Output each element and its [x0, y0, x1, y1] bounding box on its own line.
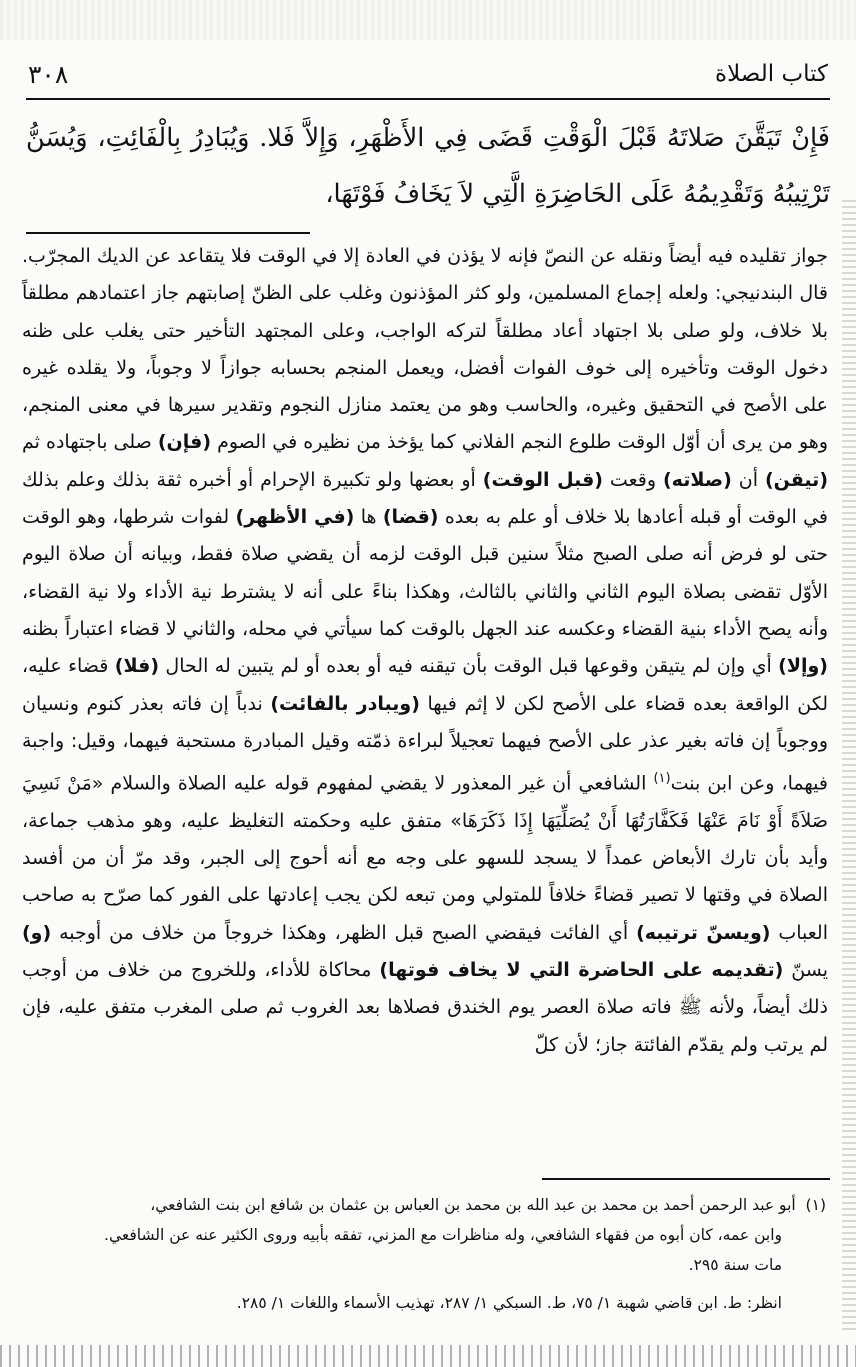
sharh-text: أي وإن لم يتيقن وقوعها قبل الوقت بأن تيقنه فيه أو بعده أو لم يتبين له الحال [159, 655, 779, 678]
footnote-block [40, 1190, 826, 1318]
sharh-text: صلى باجتهاده ثم [22, 431, 158, 454]
matn-separator [26, 232, 310, 234]
footnote-line: مات سنة ٢٩٥. [688, 1256, 782, 1274]
highlighted-matn: (صلاته) [662, 468, 732, 491]
scan-noise-top [0, 0, 856, 40]
matn-text: فَإِنْ تَيَقَّنَ صَلاتَهُ قَبْلَ الْوَقْتِ قَضَى فِي الأَظْهَرِ، وَإِلاَّ فَلا. وَيُبَادِرُ بِالْفَائِتِ، وَيُسَنُّ تَرْتِيبُهُ وَتَقْدِيمُهُ عَلَى الحَاضِرَةِ الَّتِي لاَ يَخَافُ فَوْتَهَا، [26, 123, 830, 209]
footnote-line: وابن عمه، كان أبوه من فقهاء الشافعي، وله مناظرات مع المزني، تفقه بأبيه وروى الكثير عنه عن الشافعي. [104, 1226, 782, 1244]
footnote-reference: انظر: ط. ابن قاضي شهبة ١/ ٧٥، ط. السبكي ١/ ٢٨٧، تهذيب الأسماء واللغات ١/ ٢٨٥. [236, 1294, 782, 1312]
highlighted-matn: (وإلا) [778, 655, 828, 678]
highlighted-matn: (فإن) [157, 431, 212, 454]
page-edge-shadow [842, 200, 856, 1330]
scan-border-bottom [0, 1345, 856, 1367]
highlighted-matn: (و) [22, 921, 52, 944]
sharh-text: ندباً إن فاته بعذر كنوم ونسيان ووجوباً إن فاته بغير عذر على الأصح فيهما تعجيلاً لبراءة ذمّته وقيل المبادرة مستحبة فيهما، وقيل: واجبة فيهما، وعن ابن بنت [22, 692, 828, 795]
sharh-text: الشافعي أن غير المعذور لا يقضي لمفهوم قوله عليه الصلاة والسلام «مَنْ نَسِيَ صَلاَةً أَوْ نَامَ عَنْهَا فَكَفَّارَتُهَا أَنْ يُصَلِّيَهَا إِذَا ذَكَرَهَا» متفق عليه وحكمته التغليظ عليه، وهو مذهب جماعة، وأيد بأن تارك الأبعاض عمداً لا يسجد للسهو على وجه مع أنه أحوج إلى الجبر، وقد مرّ أن من أفسد الصلاة في وقتها لا تصير قضاءً خلافاً للمتولي ومن تبعه لكن يجب إعادتها على الفور كما صرّح به صاحب العباب [22, 772, 829, 944]
page-number: ٣٠٨ [28, 59, 69, 89]
sharh-text: وقعت [602, 468, 663, 491]
footnote-text: أبو عبد الرحمن أحمد بن محمد بن عبد الله بن محمد بن العباس بن عثمان بن شافع ابن بنت الشافعي، [150, 1196, 796, 1214]
header-rule [26, 98, 830, 100]
sharh-text: ها [354, 506, 383, 529]
sharh-text: لفوات شرطها، وهو الوقت حتى لو فرض أنه صلى الصبح مثلاً سنين قبل الوقت لزمه أن يقضي صلاة فقط، وبيانه أن صلاة اليوم الأوّل تقضى بصلاة اليوم الثاني والثاني بالثالث، وهكذا بناءً على أنه لا يشترط نية الأداء ولا نية القضاء، وأنه يصح الأداء بنية القضاء وعكسه عند الجهل بالوقت كما سيأتي في محله، والثاني لا قضاء اعتباراً بظنه [22, 506, 828, 640]
footnote-line [40, 1190, 826, 1220]
highlighted-matn: (فلا) [114, 655, 160, 678]
sharh-text: قضاء عليه، لكن الواقعة بعده قضاء على الأصح لكن لا إثم فيها [22, 655, 828, 715]
highlighted-matn: (قبل الوقت) [482, 468, 603, 491]
highlighted-matn: (تيقن) [764, 468, 828, 491]
sharh-text: جواز تقليده فيه أيضاً ونقله عن النصّ فإنه لا يؤذن في العادة إلا في الوقت فلا يتقاعد عن الديك المجرّب. قال البندنيجي: ولعله إجماع المسلمين، ولو كثر المؤذنون وغلب على الظنّ إصابتهم جاز اعتمادهم مطلقاً بلا خلاف، ولو صلى بلا اجتهاد أعاد مطلقاً لتركه الواجب، وعلى المجتهد التأخير حتى يغلب على ظنه دخول الوقت وتأخيره إلى خوف الفوات أفضل، ويعمل المنجم بحسابه جوازاً لا وجوباً، ولا يقلده غيره على الأصح في التحقيق وغيره، والحاسب وهو من يعتمد منازل النجوم وتقدير سيرها في معنى المنجم، وهو من يرى أن أوّل الوقت طلوع النجم الفلاني كما يؤخذ من نظيره في الصوم [22, 245, 828, 454]
footnote-number: (١) [805, 1196, 826, 1214]
highlighted-matn: (ويسنّ ترتيبه) [636, 921, 771, 944]
highlighted-matn: (في الأظهر) [235, 506, 355, 529]
sharh-text: محاكاة للأداء، وللخروج من خلاف من أوجب ذلك أيضاً، ولأنه ﷺ فاته صلاة العصر يوم الخندق فصلاها بعد الغروب ثم صلى المغرب متفق عليه، فإن لم يرتب ولم يقدّم الفائتة جاز؛ لأن كلّ [22, 958, 828, 1056]
sharh-text: أي الفائت فيقضي الصبح قبل الظهر، وهكذا خروجاً من خلاف من أوجبه [51, 921, 637, 944]
sharh-text: أو بعضها ولو تكبيرة الإحرام أو أخبره ثقة بذلك وعلم بذلك في الوقت أو قبله أعادها بلا خلاف أو علم به بعده [22, 468, 828, 529]
highlighted-matn: (تقديمه على الحاضرة التي لا يخاف فوتها) [379, 958, 784, 981]
book-title: كتاب الصلاة [715, 61, 828, 87]
sharh-text: أن [731, 468, 765, 491]
sharh-commentary [22, 238, 828, 1064]
highlighted-matn: (قضا) [382, 506, 439, 529]
footnote-marker[interactable]: (١) [653, 771, 671, 787]
sharh-text: يسنّ [783, 958, 828, 981]
footnote-separator [542, 1178, 830, 1180]
highlighted-matn: (ويبادر بالفائت) [270, 692, 420, 715]
running-header [28, 56, 828, 92]
